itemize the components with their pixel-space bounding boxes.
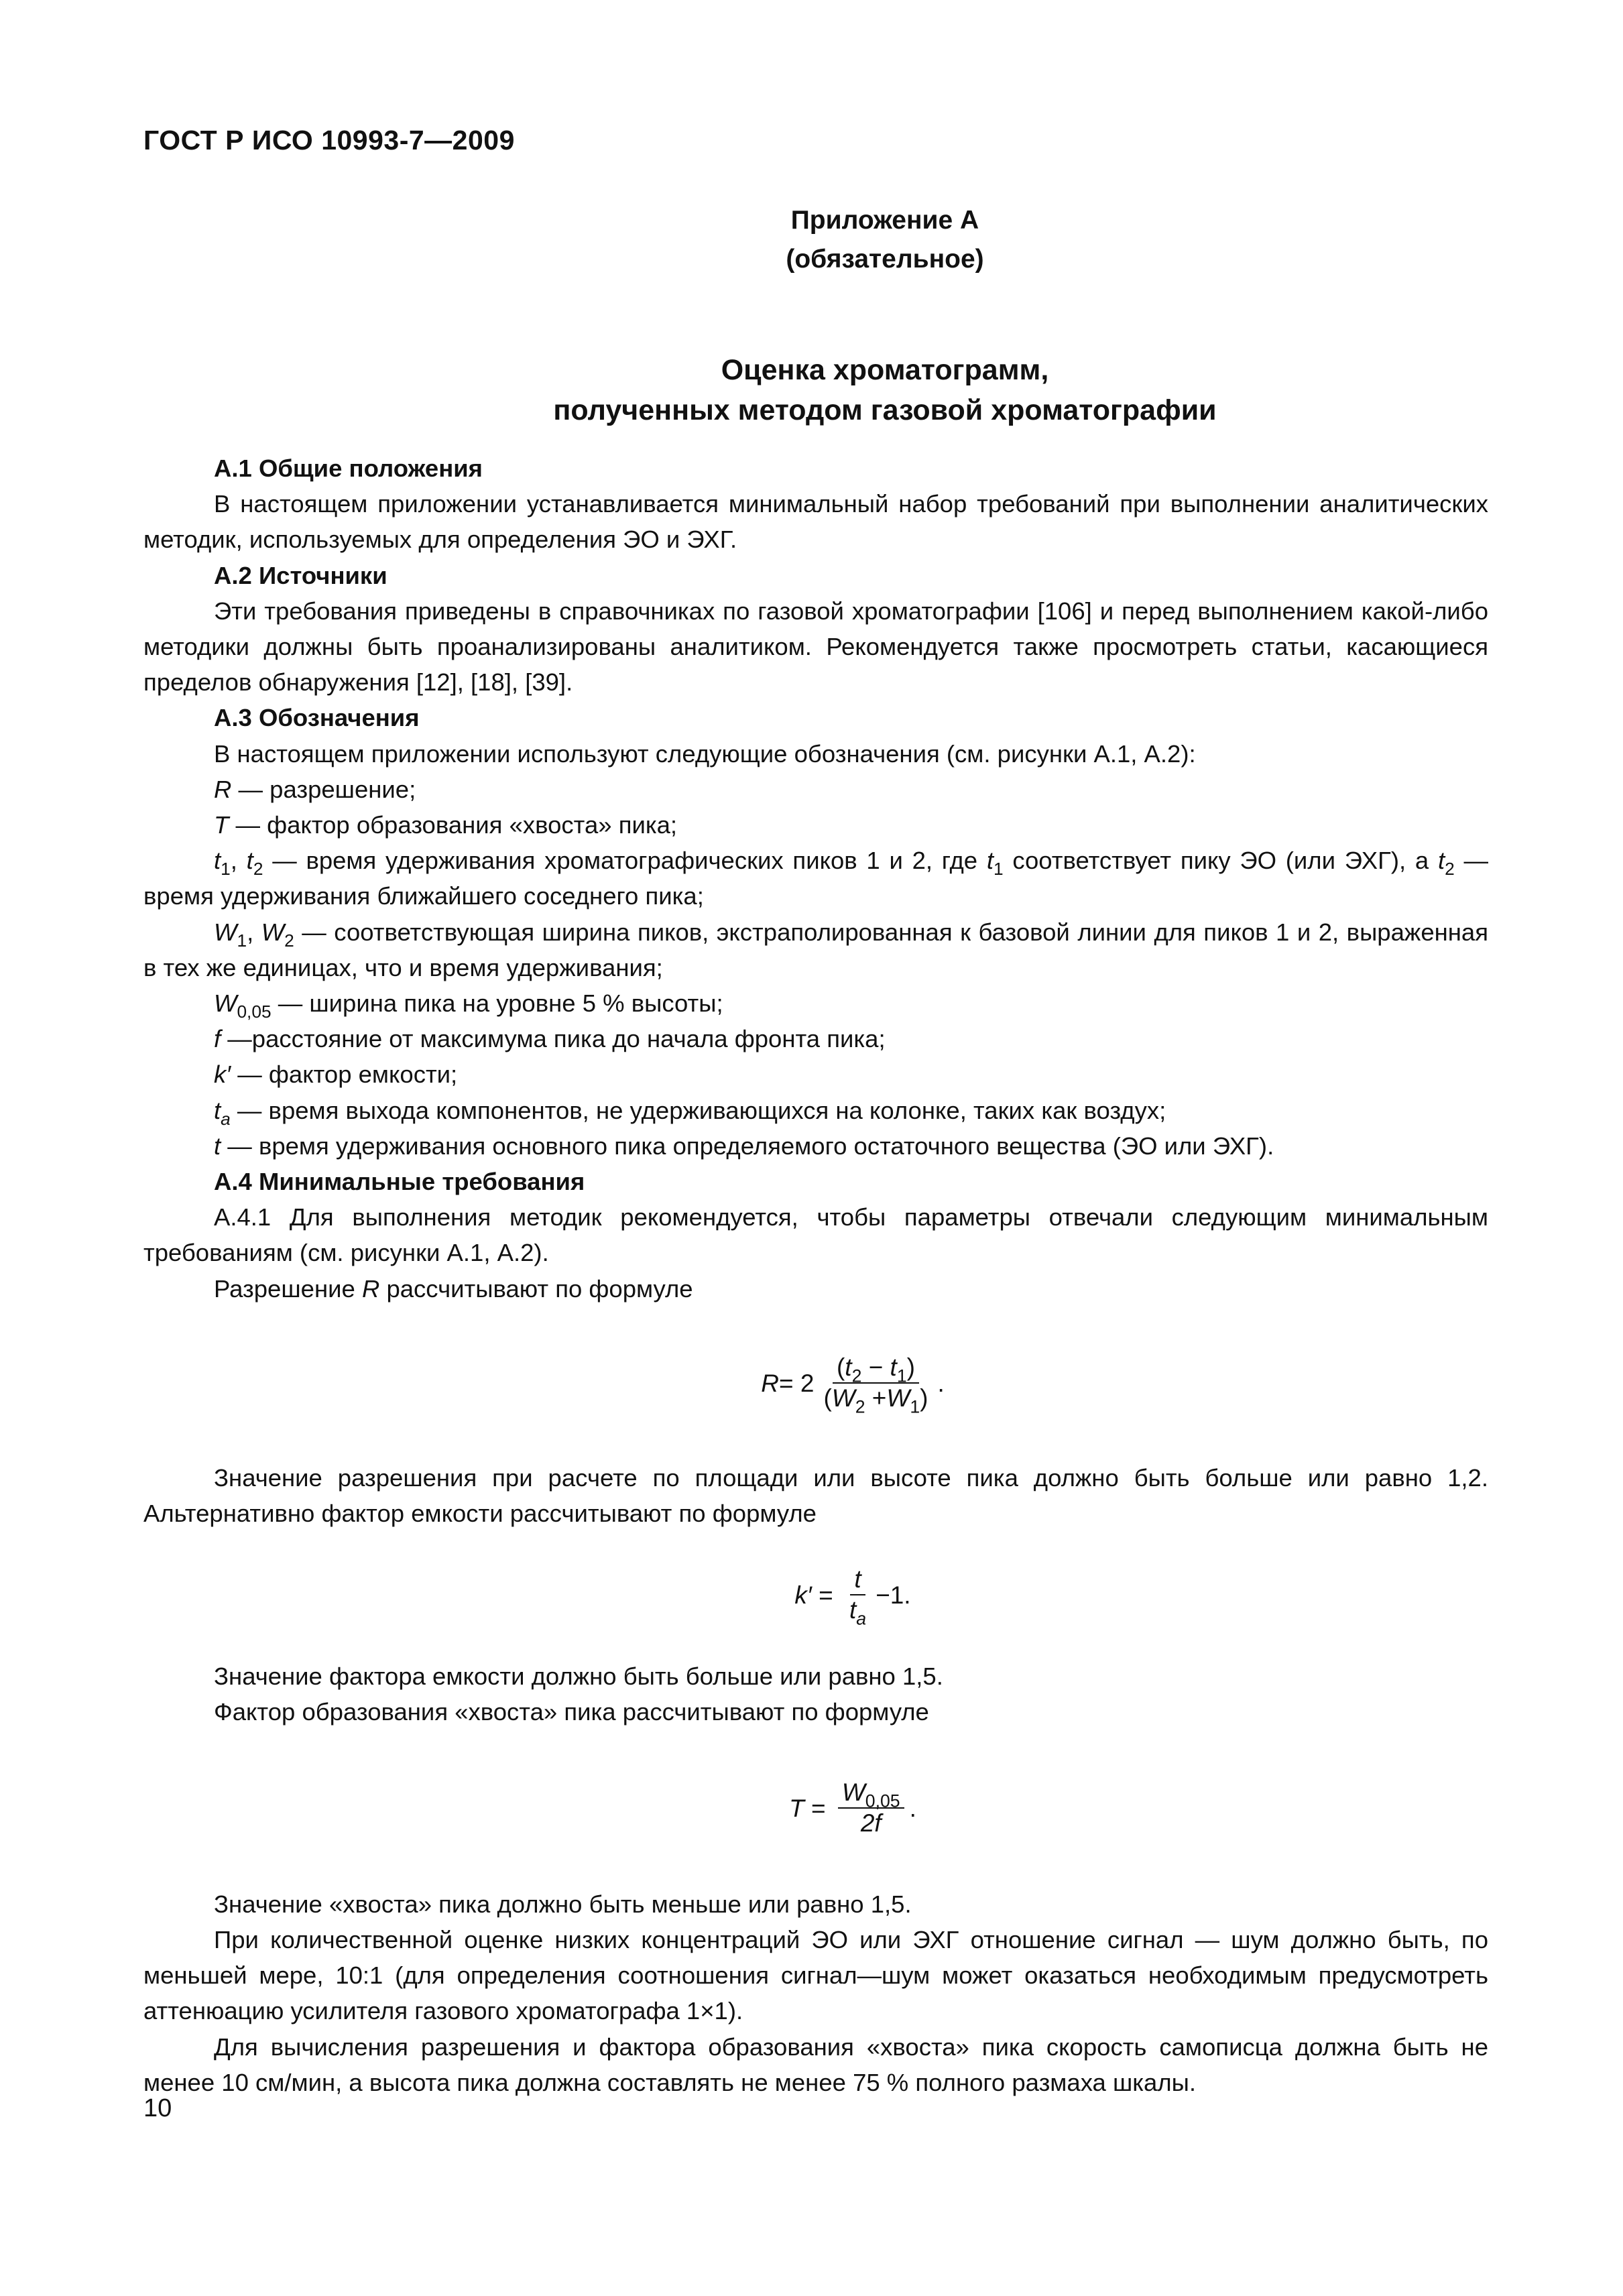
- formula-tailing-factor: [143, 1730, 1488, 1886]
- section-a3-intro: В настоящем приложении используют следующие обозначения (см. рисунки А.1, А.2):: [214, 739, 1196, 768]
- symbol-f: f: [214, 1025, 221, 1053]
- appendix-label: Приложение А: [790, 206, 979, 235]
- formula-resolution-eq: = 2: [778, 1369, 815, 1397]
- paren: ): [920, 1384, 928, 1412]
- minus-sign: −: [861, 1353, 890, 1382]
- definition-r-text: — разрешение;: [231, 775, 416, 803]
- fraction-denominator: [857, 1809, 886, 1838]
- symbol-t: T: [214, 811, 229, 839]
- section-a4-heading: А.4 Минимальные требования: [214, 1168, 585, 1196]
- fraction-numerator: [838, 1778, 904, 1809]
- formula-capacity-fraction: [845, 1565, 870, 1629]
- separator: ,: [230, 847, 247, 875]
- symbol-w2: W: [261, 918, 285, 946]
- title-line-1: Оценка хроматограмм,: [721, 354, 1049, 386]
- plus-sign: +: [865, 1384, 887, 1412]
- section-a4-p2: [143, 1271, 1488, 1307]
- formula-resolution: [143, 1307, 1488, 1460]
- page-number: 10: [143, 2094, 172, 2122]
- definition-ta: [143, 1093, 1488, 1128]
- formula-capacity-eq: =: [811, 1581, 841, 1609]
- formula-tailing-end: .: [909, 1794, 916, 1822]
- document-header: ГОСТ Р ИСО 10993-7—2009: [143, 125, 515, 156]
- appendix-heading: [0, 201, 1623, 279]
- formula-resolution-lhs: R: [761, 1369, 779, 1397]
- den-w1: W: [886, 1384, 910, 1412]
- fraction-numerator: [833, 1353, 919, 1384]
- definition-r: [143, 772, 1488, 807]
- definition-k-text: — фактор емкости;: [231, 1061, 458, 1089]
- den-w2-sub: 2: [855, 1396, 865, 1417]
- formula-tailing-fraction: [838, 1778, 904, 1838]
- den-t-sub: a: [856, 1608, 867, 1629]
- definition-t12-text-a: — время удерживания хроматографических пиков 1 и 2, где: [263, 847, 987, 875]
- symbol-t1-sub: 1: [221, 859, 231, 880]
- section-a4-p1: А.4.1 Для выполнения методик рекомендуется, чтобы параметры отвечали следующим минимальным требованиям (см. рисунки А.1, А.2).: [143, 1203, 1488, 1267]
- definition-t-main: [143, 1128, 1488, 1164]
- p2-symbol-r: R: [361, 1274, 380, 1303]
- den-w1-sub: 1: [910, 1396, 920, 1417]
- symbol-r: R: [214, 775, 232, 803]
- definition-ta-text: — время выхода компонентов, не удерживающихся на колонке, таких как воздух;: [230, 1096, 1166, 1124]
- symbol-w1: W: [214, 918, 237, 946]
- num-t: t: [854, 1565, 861, 1593]
- separator: ,: [247, 918, 261, 946]
- fraction-denominator: [845, 1595, 870, 1629]
- symbol-w2-sub: 2: [284, 930, 294, 951]
- paren: ): [906, 1353, 915, 1382]
- section-a3-heading: А.3 Обозначения: [214, 704, 420, 732]
- definition-t12-text-c: — время удерживания ближайшего соседнего пика;: [143, 847, 1488, 910]
- paren: (: [836, 1353, 845, 1382]
- num-t1-sub: 1: [896, 1366, 907, 1386]
- num-w: W: [841, 1778, 865, 1807]
- num-t2-sub: 2: [851, 1366, 862, 1386]
- definition-t: [143, 807, 1488, 843]
- num-t2: t: [845, 1353, 852, 1382]
- section-a4-p4: Значение фактора емкости должно быть больше или равно 1,5.: [214, 1663, 943, 1691]
- definition-t12-text-b: соответствует пику ЭО (или ЭХГ), а: [1003, 847, 1438, 875]
- document-body: [143, 450, 1488, 2100]
- section-a1-heading: А.1 Общие положения: [214, 455, 483, 482]
- title-line-2: полученных методом газовой хроматографии: [553, 394, 1217, 426]
- definition-k: [143, 1056, 1488, 1092]
- section-a4-p5: Фактор образования «хвоста» пика рассчитывают по формуле: [214, 1698, 929, 1726]
- symbol-ta-sub: a: [221, 1108, 231, 1129]
- fraction-numerator: [850, 1565, 865, 1595]
- section-a4-p3: Значение разрешения при расчете по площади или высоте пика должно быть больше или равно 1,2. Альтернативно фактор емкости рассчитывают по формуле: [143, 1463, 1488, 1528]
- formula-capacity-lhs: k′: [794, 1581, 812, 1609]
- p2-text-b: рассчитывают по формуле: [379, 1274, 693, 1303]
- definition-t-text: — фактор образования «хвоста» пика;: [229, 811, 678, 839]
- fraction-denominator: [819, 1384, 932, 1417]
- den-w2: W: [831, 1384, 855, 1412]
- paren: (: [823, 1384, 832, 1412]
- p2-text-a: Разрешение: [214, 1274, 362, 1303]
- appendix-title: [0, 350, 1623, 430]
- section-a2-heading: А.2 Источники: [214, 561, 387, 589]
- formula-tailing-eq: =: [804, 1794, 833, 1822]
- formula-resolution-fraction: [819, 1353, 932, 1417]
- symbol-t-main: t: [214, 1132, 221, 1160]
- symbol-t2: t: [246, 847, 253, 875]
- definition-w-text: — соответствующая ширина пиков, экстраполированная к базовой линии для пиков 1 и 2, выраженная в тех же единицах, что и время удерживания;: [143, 918, 1488, 981]
- inline-t1-sub: 1: [993, 859, 1004, 880]
- section-a4-p8: Для вычисления разрешения и фактора образования «хвоста» пика скорость самописца должна быть не менее 10 см/мин, а высота пика должна составлять не менее 75 % полного размаха шкалы.: [143, 2033, 1488, 2096]
- formula-resolution-end: .: [937, 1369, 945, 1397]
- inline-t2-sub: 2: [1445, 859, 1455, 880]
- definition-t1-t2: [143, 843, 1488, 914]
- symbol-k: k′: [214, 1061, 231, 1089]
- formula-capacity-end: −1.: [876, 1581, 911, 1609]
- num-t1: t: [890, 1353, 897, 1382]
- definition-w1-w2: [143, 914, 1488, 985]
- symbol-ta: t: [214, 1096, 221, 1124]
- inline-t2: t: [1437, 847, 1445, 875]
- inline-t1: t: [986, 847, 994, 875]
- num-w-sub: 0,05: [865, 1791, 900, 1811]
- definition-f: [143, 1021, 1488, 1056]
- definition-f-text: —расстояние от максимума пика до начала фронта пика;: [221, 1025, 886, 1053]
- section-a1-text: В настоящем приложении устанавливается минимальный набор требований при выполнении аналитических методик, используемых для определения ЭО и ЭХГ.: [143, 490, 1488, 554]
- symbol-w005: W: [214, 989, 237, 1018]
- symbol-w005-sub: 0,05: [237, 1002, 272, 1022]
- definition-w005: [143, 985, 1488, 1021]
- section-a4-p7: При количественной оценке низких концентраций ЭО или ЭХГ отношение сигнал — шум должно быть, по меньшей мере, 10:1 (для определения соотношения сигнал—шум может оказаться необходимым предусмотреть аттенюацию усилителя газового хроматографа 1×1).: [143, 1925, 1488, 2025]
- formula-capacity-factor: [143, 1531, 1488, 1658]
- den-2f: 2f: [860, 1809, 882, 1837]
- section-a2-text: Эти требования приведены в справочниках по газовой хроматографии [106] и перед выполнением какой-либо методики должны быть проанализированы аналитиком. Рекомендуется также просмотреть статьи, касающиеся пределов обнаружения [12], [18], [39].: [143, 597, 1488, 697]
- symbol-t1: t: [214, 847, 221, 875]
- section-a4-p6: Значение «хвоста» пика должно быть меньше или равно 1,5.: [214, 1890, 912, 1918]
- formula-tailing-lhs: T: [789, 1794, 804, 1822]
- appendix-status: (обязательное): [786, 245, 984, 274]
- symbol-w1-sub: 1: [237, 930, 247, 951]
- definition-w005-text: — ширина пика на уровне 5 % высоты;: [271, 989, 723, 1018]
- definition-t-main-text: — время удерживания основного пика определяемого остаточного вещества (ЭО или ЭХГ).: [221, 1132, 1274, 1160]
- symbol-t2-sub: 2: [253, 859, 263, 880]
- den-t: t: [849, 1596, 857, 1624]
